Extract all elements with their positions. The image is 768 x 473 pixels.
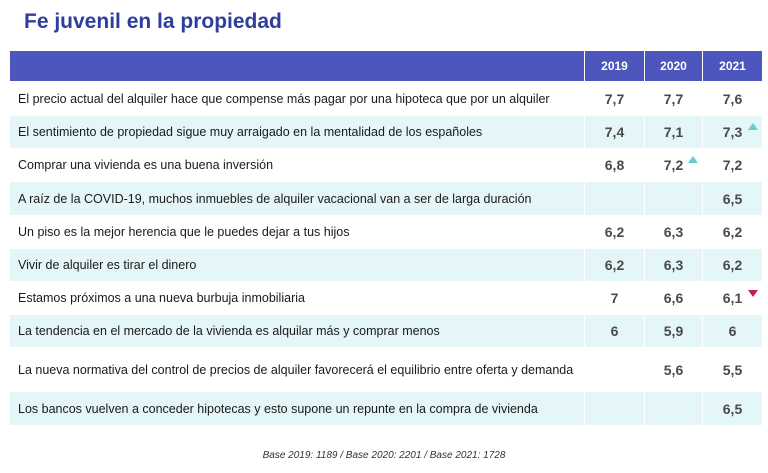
cell-2019 <box>584 215 644 248</box>
cell-2021 <box>702 248 762 281</box>
cell-2020 <box>644 314 702 347</box>
row-statement: Un piso es la mejor herencia que le puedes dejar a tus hijos <box>10 215 584 248</box>
cell-2019 <box>584 181 644 215</box>
table-row <box>10 215 762 248</box>
cell-2021 <box>702 115 762 148</box>
table-row <box>10 347 762 391</box>
table-row <box>10 314 762 347</box>
header-year-2019: 2019 <box>584 51 644 81</box>
row-statement: La tendencia en el mercado de la vivienda es alquilar más y comprar menos <box>10 314 584 347</box>
trend-down-icon <box>748 290 758 297</box>
cell-2021 <box>702 314 762 347</box>
cell-2019 <box>584 391 644 425</box>
cell-value: 7,2 <box>722 157 743 173</box>
row-statement: La nueva normativa del control de precios de alquiler favorecerá el equilibrio entre oferta y demanda <box>10 347 584 391</box>
cell-value: 7,7 <box>663 90 684 107</box>
cell-2019 <box>584 347 644 391</box>
cell-2020 <box>644 215 702 248</box>
header-year-2021: 2021 <box>702 51 762 81</box>
cell-value: 7,4 <box>604 124 625 140</box>
cell-value: 6,5 <box>722 190 743 207</box>
cell-2019 <box>584 81 644 115</box>
cell-2020 <box>644 347 702 391</box>
cell-2021 <box>702 148 762 181</box>
cell-value: 5,9 <box>663 323 684 339</box>
cell-2021 <box>702 347 762 391</box>
cell-value: 6,3 <box>663 257 684 273</box>
cell-value: 7,7 <box>604 90 625 107</box>
cell-value: 6,2 <box>722 224 743 240</box>
cell-2020 <box>644 115 702 148</box>
header-statement <box>10 51 584 81</box>
cell-value: 7,1 <box>663 124 684 140</box>
trend-up-icon <box>748 123 758 130</box>
cell-value: 7,6 <box>722 90 743 107</box>
cell-2020 <box>644 281 702 314</box>
cell-2019 <box>584 148 644 181</box>
cell-2019 <box>584 281 644 314</box>
cell-2020 <box>644 81 702 115</box>
table-row <box>10 115 762 148</box>
row-statement: El precio actual del alquiler hace que compense más pagar por una hipoteca que por un alquiler <box>10 81 584 115</box>
cell-2021 <box>702 81 762 115</box>
cell-2019 <box>584 314 644 347</box>
cell-value: 6,5 <box>722 400 743 417</box>
row-statement: A raíz de la COVID-19, muchos inmuebles de alquiler vacacional van a ser de larga duración <box>10 181 584 215</box>
cell-2021 <box>702 181 762 215</box>
cell-value: 6 <box>610 323 619 339</box>
cell-2021 <box>702 281 762 314</box>
table-row <box>10 148 762 181</box>
cell-2019 <box>584 248 644 281</box>
cell-value: 6,8 <box>604 157 625 173</box>
table-row <box>10 181 762 215</box>
cell-2020 <box>644 391 702 425</box>
cell-value: 6,2 <box>604 224 625 240</box>
cell-value: 5,6 <box>663 361 684 378</box>
cell-value: 6,1 <box>722 290 743 306</box>
row-statement: Vivir de alquiler es tirar el dinero <box>10 248 584 281</box>
cell-2021 <box>702 215 762 248</box>
cell-value: 6,3 <box>663 224 684 240</box>
row-statement: Estamos próximos a una nueva burbuja inmobiliaria <box>10 281 584 314</box>
row-statement: El sentimiento de propiedad sigue muy arraigado en la mentalidad de los españoles <box>10 115 584 148</box>
trend-up-icon <box>688 156 698 163</box>
footnote: Base 2019: 1189 / Base 2020: 2201 / Base 2021: 1728 <box>262 450 506 461</box>
cell-value: 6,6 <box>663 290 684 306</box>
cell-value: 6,2 <box>604 257 625 273</box>
survey-table <box>10 51 762 425</box>
table-row <box>10 248 762 281</box>
table-row <box>10 391 762 425</box>
cell-2021 <box>702 391 762 425</box>
cell-2020 <box>644 248 702 281</box>
row-statement: Comprar una vivienda es una buena inversión <box>10 148 584 181</box>
header-year-2020: 2020 <box>644 51 702 81</box>
cell-value: 7 <box>610 290 619 306</box>
table-title: Fe juvenil en la propiedad <box>24 10 282 33</box>
cell-value: 6,2 <box>722 257 743 273</box>
row-statement: Los bancos vuelven a conceder hipotecas y esto supone un repunte en la compra de vivienda <box>10 391 584 425</box>
cell-2019 <box>584 115 644 148</box>
cell-value: 6 <box>728 323 737 339</box>
table-row <box>10 281 762 314</box>
table-row <box>10 81 762 115</box>
cell-value: 5,5 <box>722 361 743 378</box>
header-row <box>10 51 762 81</box>
cell-2020 <box>644 148 702 181</box>
cell-2020 <box>644 181 702 215</box>
cell-value: 7,2 <box>663 157 684 173</box>
cell-value: 7,3 <box>722 124 743 140</box>
